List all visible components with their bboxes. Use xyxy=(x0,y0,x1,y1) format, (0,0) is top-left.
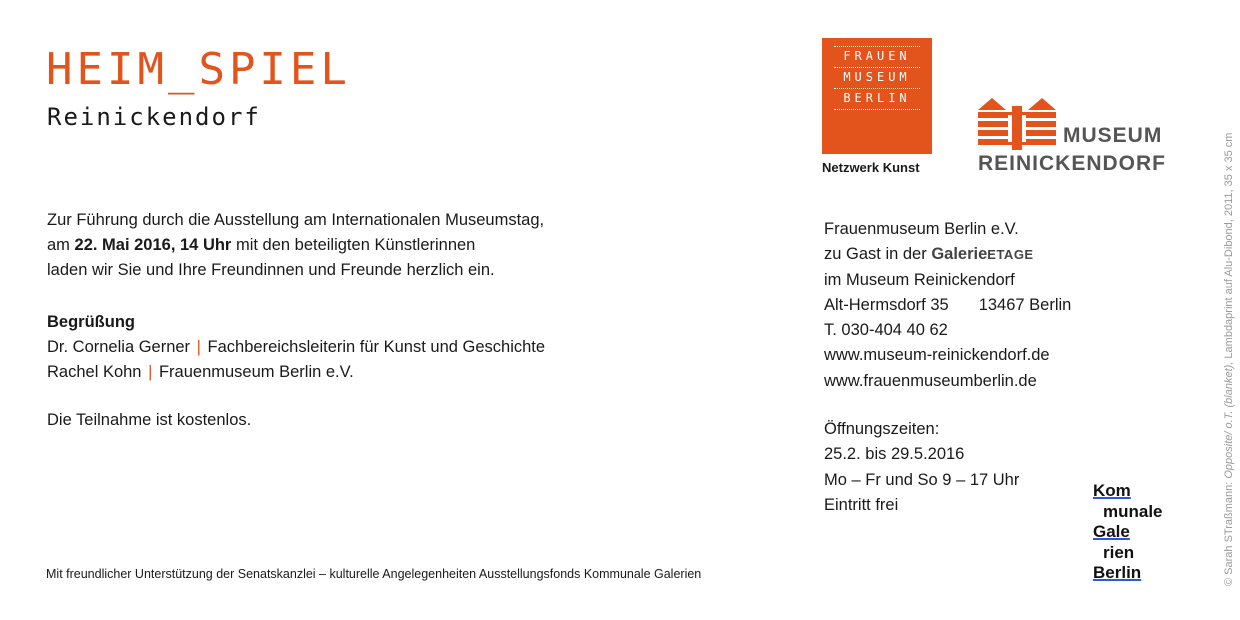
speaker-role: Fachbereichsleiterin für Kunst und Geschichte xyxy=(207,338,546,356)
kg-line-text: Kom xyxy=(1093,481,1131,500)
museum-building-icon xyxy=(978,98,1056,150)
phone-number: T. 030-404 40 62 xyxy=(824,321,948,340)
image-credit xyxy=(1222,133,1236,586)
speaker-row xyxy=(47,335,647,360)
street: Alt-Hermsdorf 35 xyxy=(824,295,949,314)
galerie-etage-logo xyxy=(931,245,1033,263)
hours-dates: 25.2. bis 29.5.2016 xyxy=(824,445,965,464)
museum-reinickendorf-logo-line2: REINICKENDORF xyxy=(978,152,1167,175)
postal-city: 13467 Berlin xyxy=(978,295,1072,314)
separator-bar: | xyxy=(196,338,201,356)
museum-reinickendorf-logo-line1: MUSEUM xyxy=(1063,124,1163,147)
support-note: Mit freundlicher Unterstützung der Senatskanzlei – kulturelle Angelegenheiten Ausstellungsfonds Kommunale Galerien xyxy=(46,567,702,581)
logo-dotted-line xyxy=(834,109,920,110)
address-block xyxy=(824,217,1184,394)
speaker-name: Dr. Cornelia Gerner xyxy=(47,338,191,356)
kg-line: rien xyxy=(1103,542,1135,562)
logo-dotted-line xyxy=(834,88,920,89)
invitation-line-2-suffix: mit den beteiligten Künstlerinnen xyxy=(235,236,476,254)
speaker-name: Rachel Kohn xyxy=(47,363,142,381)
frauenmuseum-logo xyxy=(822,38,932,154)
kg-line xyxy=(1093,522,1163,543)
kg-line xyxy=(1093,563,1163,584)
kg-line: munale xyxy=(1103,501,1163,521)
kg-line-text: Berlin xyxy=(1093,563,1142,582)
credit-artist: © Sarah STraßmann: xyxy=(1223,481,1235,586)
hours-heading: Öffnungszeiten: xyxy=(824,420,940,438)
speaker-row xyxy=(47,360,647,385)
hours-times: Mo – Fr und So 9 – 17 Uhr xyxy=(824,470,1020,489)
credit-work: Opposite/ o.T. (blanket), xyxy=(1223,361,1235,479)
venue-line: im Museum Reinickendorf xyxy=(824,270,1015,289)
website-link-frauenmuseum[interactable]: www.frauenmuseumberlin.de xyxy=(824,371,1037,390)
separator-bar: | xyxy=(148,363,153,381)
guest-line xyxy=(824,242,1184,267)
admission-note: Die Teilnahme ist kostenlos. xyxy=(47,411,252,429)
page-title: HEIM_SPIEL xyxy=(46,44,351,95)
organization-name: Frauenmuseum Berlin e.V. xyxy=(824,220,1019,238)
credit-details: Lambdaprint auf Alu-Dibond, 2011, 35 x 35 cm xyxy=(1223,132,1235,359)
frauenmuseum-caption: Netzwerk Kunst xyxy=(822,160,920,175)
opening-hours xyxy=(824,417,1019,518)
kg-line-text: Gale xyxy=(1093,522,1130,541)
greeting-heading: Begrüßung xyxy=(47,313,135,331)
logo-dotted-line xyxy=(834,67,920,68)
website-link-museum[interactable]: www.museum-reinickendorf.de xyxy=(824,346,1050,365)
invitation-line-3: laden wir Sie und Ihre Freundinnen und Freunde herzlich ein. xyxy=(47,261,495,279)
guest-prefix: zu Gast in der xyxy=(824,245,927,264)
street-line xyxy=(824,293,1184,318)
invitation-line-2-prefix: am xyxy=(47,236,70,254)
greeting-section xyxy=(47,310,647,385)
invitation-text xyxy=(47,208,607,283)
logo-line-berlin: BERLIN xyxy=(843,91,911,105)
kg-line xyxy=(1093,481,1163,502)
event-date: 22. Mai 2016, 14 Uhr xyxy=(74,236,232,254)
logo-line-museum: MUSEUM xyxy=(843,70,911,84)
kommunale-galerien-logo xyxy=(1093,481,1163,584)
galerie-word: Galerie xyxy=(931,245,988,264)
logo-dotted-line xyxy=(834,46,920,47)
page-subtitle: Reinickendorf xyxy=(47,103,261,131)
invitation-line-2 xyxy=(47,233,607,258)
speaker-role: Frauenmuseum Berlin e.V. xyxy=(158,363,354,381)
invitation-line-1: Zur Führung durch die Ausstellung am Internationalen Museumstag, xyxy=(47,211,545,229)
hours-entry: Eintritt frei xyxy=(824,495,899,514)
logo-line-frauen: FRAUEN xyxy=(843,49,911,63)
etage-word: ETAGE xyxy=(987,247,1034,263)
